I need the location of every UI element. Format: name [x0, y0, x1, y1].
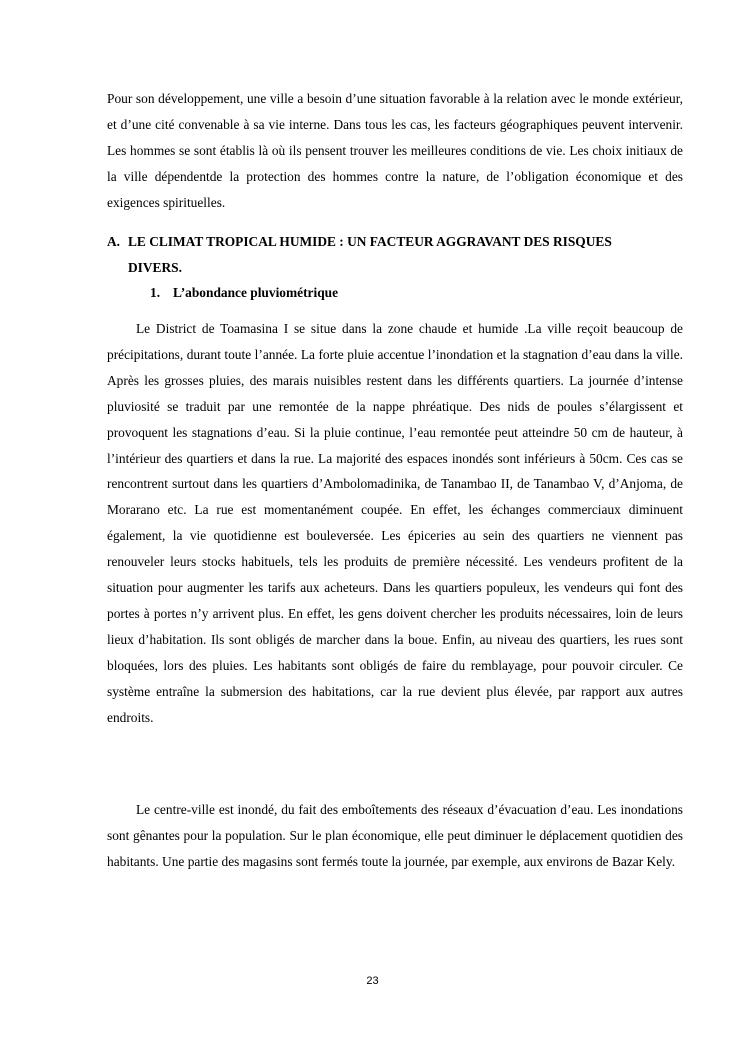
body-paragraph-1: Le District de Toamasina I se situe dans la zone chaude et humide .La ville reçoit beaucoup de précipitations, durant toute l’année. La forte pluie accentue l’inondation et la stagnation d’eau dans la ville. Après les grosses pluies, des marais nuisibles restent dans les différents quartiers. La journée d’intense pluviosité se traduit par une remontée de la nappe phréatique. Des nids de poules s’élargissent et provoquent les stagnations d’eau. Si la pluie continue, l’eau remontée peut atteindre 50 cm de hauteur, à l’intérieur des quartiers et dans la rue. La majorité des espaces inondés sont inférieurs à 50cm. Ces cas se rencontrent surtout dans les quartiers d’Ambolomadinika, de Tanambao II, de Tanambao V, d’Anjoma, de Morarano etc. La rue est momentanément coupée. En effet, les échanges commerciaux diminuent également, la vie quotidienne est bouleversée. Les épiceries au sein des quartiers ne viennent pas renouveler leurs stocks habituels, tels les produits de première nécessité. Les vendeurs profitent de la situation pour augmenter les tarifs aux acheteurs. Dans les quartiers populeux, les vendeurs qui font des portes à portes n’y arrivent plus. En effet, les gens doivent chercher les produits nécessaires, loin de leurs lieux d’habitation. Ils sont obligés de marcher dans la boue. Enfin, au niveau des quartiers, les rues sont bloquées, lors des pluies. Les habitants sont obligés de faire du remblayage, pour pouvoir circuler. Ce système entraîne la submersion des habitations, car la rue devient plus élevée, par rapport aux autres endroits.: [107, 321, 683, 725]
subsection-title: L’abondance pluviométrique: [173, 285, 339, 300]
section-title-continuation: DIVERS.: [128, 259, 182, 275]
section-heading-a: [107, 229, 683, 280]
subsection-number: 1.: [150, 285, 161, 300]
page-number: 23: [366, 975, 379, 987]
section-title: LE CLIMAT TROPICAL HUMIDE : UN FACTEUR AGGRAVANT DES RISQUES: [128, 234, 612, 249]
intro-paragraph: Pour son développement, une ville a besoin d’une situation favorable à la relation avec le monde extérieur, et d’une cité convenable à sa vie interne. Dans tous les cas, les facteurs géographiques peuvent intervenir. Les hommes se sont établis là où ils pensent trouver les meilleures conditions de vie. Les choix initiaux de la ville dépendentde la protection des hommes contre la nature, de l’obligation économique et des exigences spirituelles.: [107, 91, 683, 210]
body-paragraph-2: Le centre-ville est inondé, du fait des emboîtements des réseaux d’évacuation d’eau. Les inondations sont gênantes pour la population. Sur le plan économique, elle peut diminuer le déplacement quotidien des habitants. Une partie des magasins sont fermés toute la journée, par exemple, aux environs de Bazar Kely.: [107, 802, 683, 869]
subsection-heading-1: [150, 280, 338, 306]
section-marker: A.: [107, 234, 121, 249]
